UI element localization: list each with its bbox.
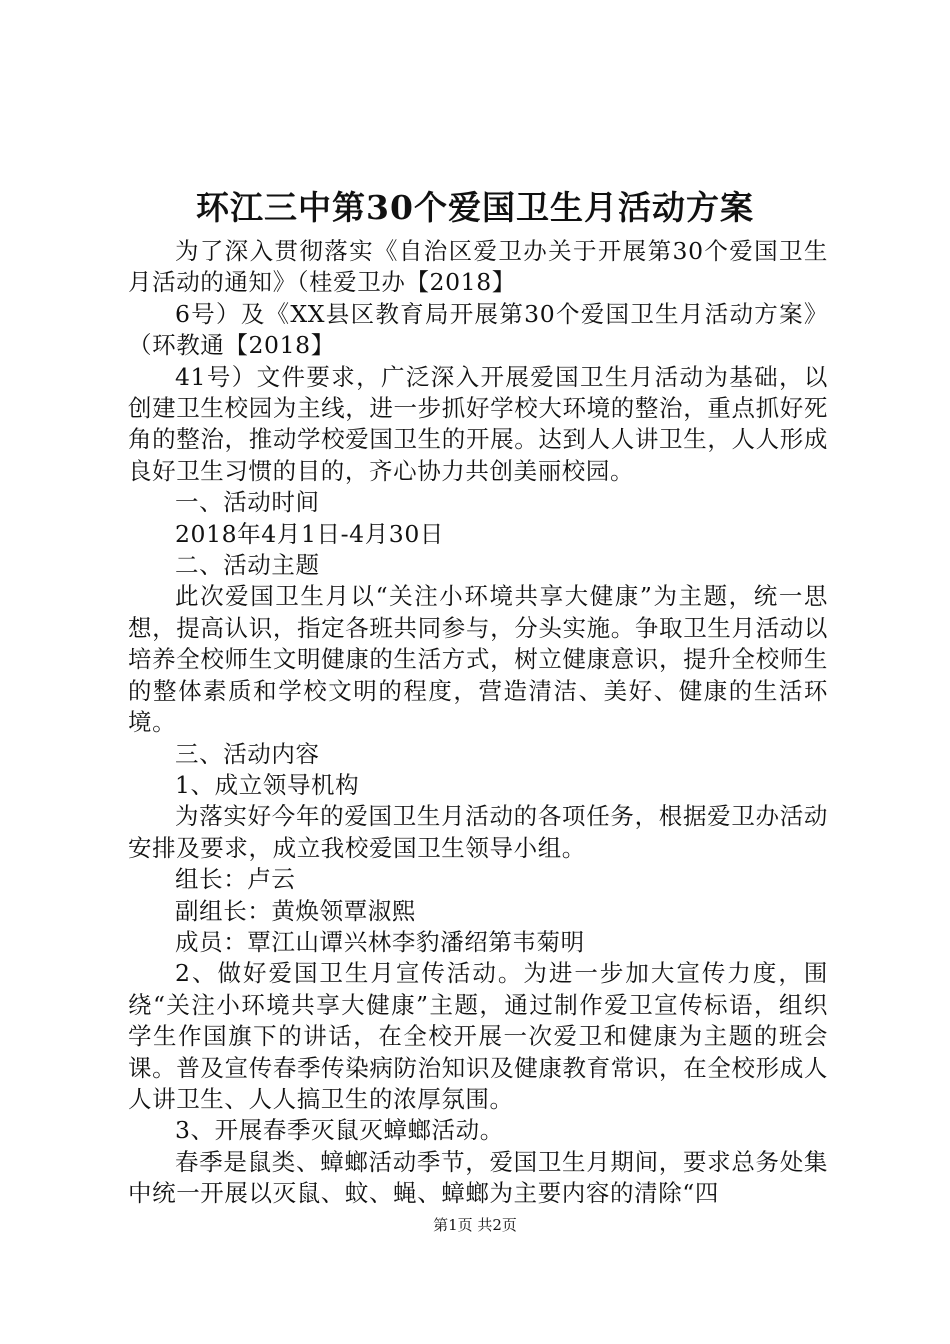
paragraph-publicity: 2、做好爱国卫生月宣传活动。为进一步加大宣传力度，围绕“关注小环境共享大健康”主题，通过制作爱卫宣传标语，组织学生作国旗下的讲话，在全校开展一次爱卫和健康为主题的班会课。普及宣传春季传染病防治知识及健康教育常识，在全校形成人人讲卫生、人人搞卫生的浓厚氛围。 — [128, 959, 828, 1113]
heading-activity-theme: 二、活动主题 — [175, 551, 320, 580]
paragraph-intro-3: 41号）文件要求，广泛深入开展爱国卫生月活动为基础，以创建卫生校园为主线，进一步抓好学校大环境的整治，重点抓好死角的整治，推动学校爱国卫生的开展。达到人人讲卫生，人人形成良好卫生习惯的目的，齐心协力共创美丽校园。 — [128, 362, 828, 485]
paragraph-leader: 组长：卢云 — [175, 865, 296, 894]
paragraph-activity-date: 2018年4月1日-4月30日 — [175, 519, 445, 548]
paragraph-intro-1: 为了深入贯彻落实《自治区爱卫办关于开展第30个爱国卫生月活动的通知》（桂爱卫办【2018】 — [128, 237, 828, 297]
document-title: 环江三中第30个爱国卫生月活动方案 — [196, 188, 754, 227]
paragraph-pest-control: 春季是鼠类、蟑螂活动季节，爱国卫生月期间，要求总务处集中统一开展以灭鼠、蚊、蝇、蟑螂为主要内容的清除“四 — [128, 1147, 828, 1208]
heading-activity-time: 一、活动时间 — [175, 488, 320, 517]
subheading-pest-control: 3、开展春季灭鼠灭蟑螂活动。 — [175, 1116, 504, 1145]
page-indicator: 第1页 共2页 — [433, 1216, 517, 1234]
paragraph-leadership: 为落实好今年的爱国卫生月活动的各项任务，根据爱卫办活动安排及要求，成立我校爱国卫生领导小组。 — [128, 802, 828, 862]
heading-activity-content: 三、活动内容 — [175, 739, 320, 768]
subheading-leadership: 1、成立领导机构 — [175, 770, 360, 799]
paragraph-intro-2: 6号）及《XX县区教育局开展第30个爱国卫生月活动方案》（环教通【2018】 — [128, 299, 828, 360]
paragraph-deputy-leader: 副组长：黄焕领覃淑熙 — [175, 896, 416, 925]
paragraph-members: 成员：覃江山谭兴林李豹潘绍第韦菊明 — [175, 927, 585, 956]
paragraph-theme: 此次爱国卫生月以“关注小环境共享大健康”为主题，统一思想，提高认识，指定各班共同参与，分头实施。争取卫生月活动以培养全校师生文明健康的生活方式，树立健康意识，提升全校师生的整体素质和学校文明的程度，营造清洁、美好、健康的生活环境。 — [128, 582, 828, 737]
document-body — [128, 236, 828, 1210]
